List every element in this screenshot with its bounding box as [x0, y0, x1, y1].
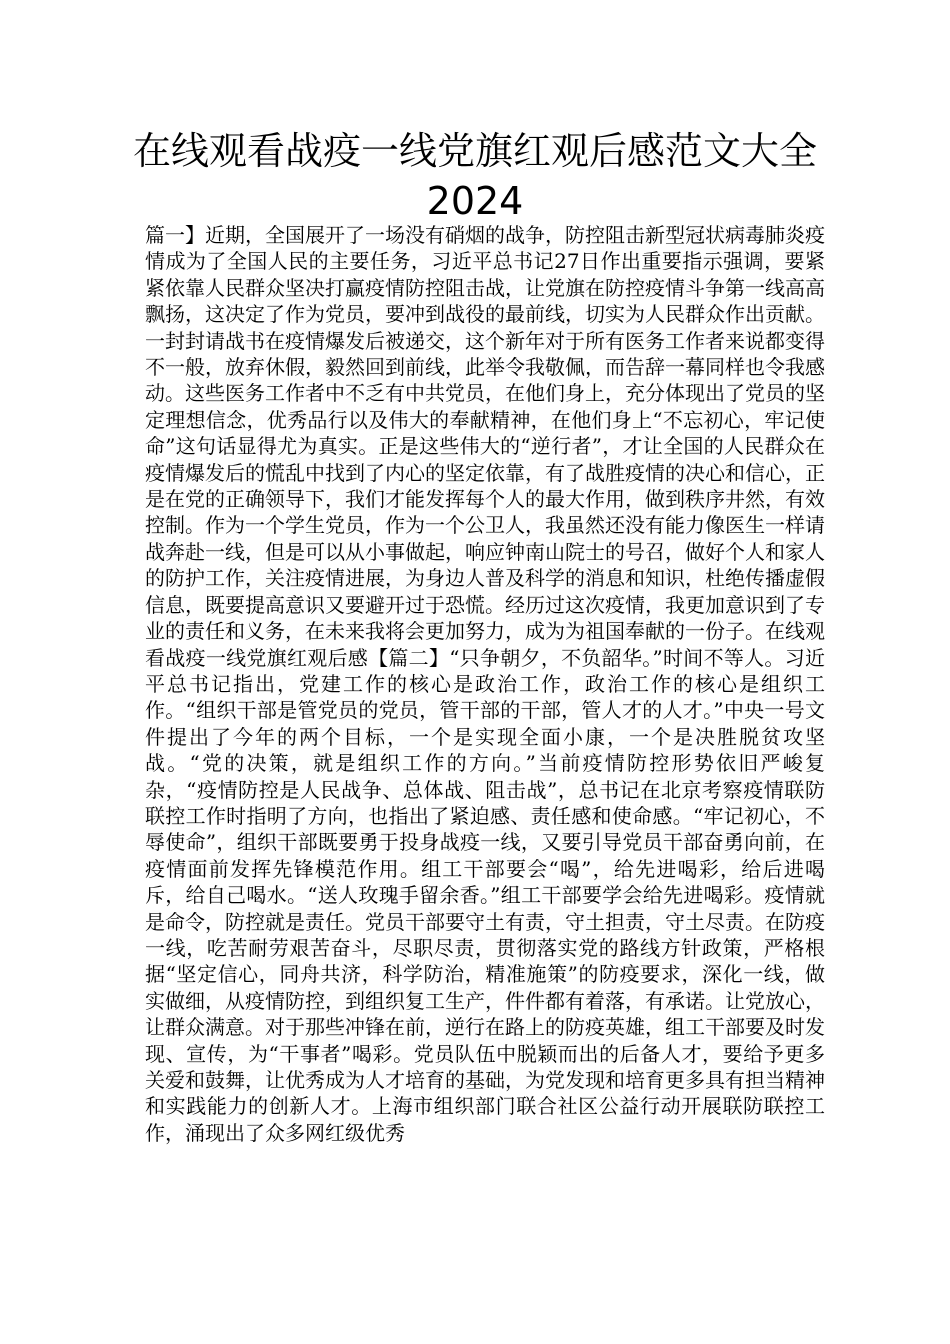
- document-body-text: 篇一】近期，全国展开了一场没有硝烟的战争，防控阻击新型冠状病毒肺炎疫情成为了全国人民的主要任务，习近平总书记27日作出重要指示强调，要紧紧依靠人民群众坚决打赢疫情防控阻击战，让党旗在防控疫情斗争第一线高高飘扬，这决定了作为党员，要冲到战役的最前线，切实为人民群众作出贡献。一封封请战书在疫情爆发后被递交，这个新年对于所有医务工作者来说都变得不一般，放弃休假，毅然回到前线，此举令我敬佩，而告辞一幕同样也令我感动。这些医务工作者中不乏有中共党员，在他们身上，充分体现出了党员的坚定理想信念，优秀品行以及伟大的奉献精神，在他们身上“不忘初心，牢记使命”这句话显得尤为真实。正是这些伟大的“逆行者”，才让全国的人民群众在疫情爆发后的慌乱中找到了内心的坚定依靠，有了战胜疫情的决心和信心，正是在党的正确领导下，我们才能发挥每个人的最大作用，做到秩序井然，有效控制。作为一个学生党员，作为一个公卫人，我虽然还没有能力像医生一样请战奔赴一线，但是可以从小事做起，响应钟南山院士的号召，做好个人和家人的防护工作，关注疫情进展，为身边人普及科学的消息和知识，杜绝传播虚假信息，既要提高意识又要避开过于恐慌。经历过这次疫情，我更加意识到了专业的责任和义务，在未来我将会更加努力，成为为祖国奉献的一份子。在线观看战疫一线党旗红观后感【篇二】“只争朝夕，不负韶华。”时间不等人。习近平总书记指出，党建工作的核心是政治工作，政治工作的核心是组织工作。“组织干部是管党员的党员，管干部的干部，管人才的人才。”中央一号文件提出了今年的两个目标，一个是实现全面小康，一个是决胜脱贫攻坚战。“党的决策，就是组织工作的方向。”当前疫情防控形势依旧严峻复杂，“疫情防控是人民战争、总体战、阻击战”，总书记在北京考察疫情联防联控工作时指明了方向，也指出了紧迫感、责任感和使命感。“牢记初心，不辱使命”，组织干部既要勇于投身战疫一线，又要引导党员干部奋勇向前，在疫情面前发挥先锋模范作用。组工干部要会“喝”，给先进喝彩，给后进喝斥，给自己喝水。“送人玫瑰手留余香。”组工干部要学会给先进喝彩。疫情就是命令，防控就是责任。党员干部要守土有责，守土担责，守土尽责。在防疫一线，吃苦耐劳艰苦奋斗，尽职尽责，贯彻落实党的路线方针政策，严格根据“坚定信心，同舟共济，科学防治，精准施策”的防疫要求，深化一线，做实做细，从疫情防控，到组织复工生产，件件都有着落，有承诺。让党放心，让群众满意。对于那些冲锋在前，逆行在路上的防疫英雄，组工干部要及时发现、宣传，为“干事者”喝彩。党员队伍中脱颖而出的后备人才，要给予更多关爱和鼓舞，让优秀成为人才培育的基础，为党发现和培育更多具有担当精神和实践能力的创新人才。上海市组织部门联合社区公益行动开展联防联控工作，涌现出了众多网红级优秀: [145, 223, 825, 1145]
- document-title: 在线观看战疫一线党旗红观后感范文大全2024: [132, 129, 817, 223]
